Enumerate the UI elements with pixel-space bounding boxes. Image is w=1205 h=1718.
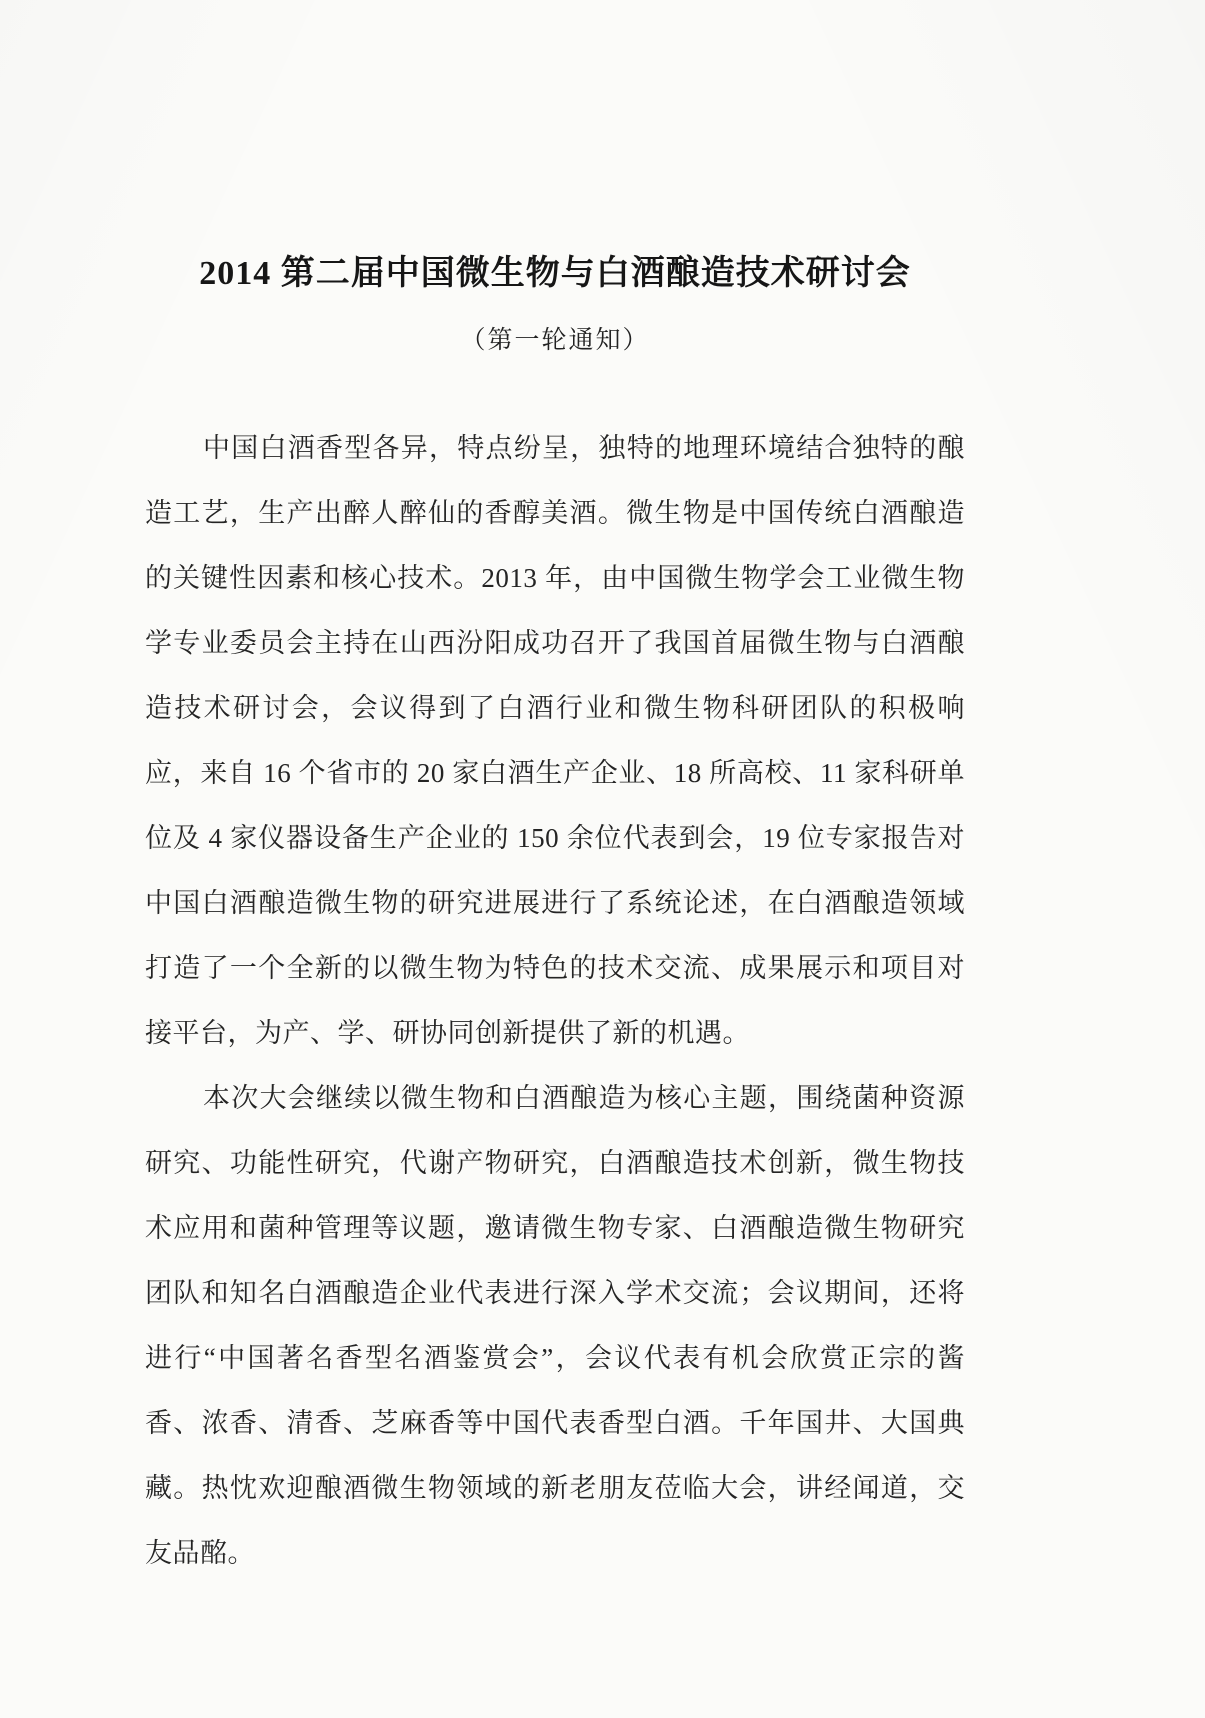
- doc-title: 2014 第二届中国微生物与白酒酿造技术研讨会: [199, 255, 911, 292]
- doc-subtitle: （第一轮通知）: [460, 327, 650, 354]
- paragraph-intro: 中国白酒香型各异，特点纷呈，独特的地理环境结合独特的酿造工艺，生产出醉人醉仙的香醇美酒。微生物是中国传统白酒酿造的关键性因素和核心技术。2013 年，由中国微生物学会工业微生物学专业委员会主持在山西汾阳成功召开了我国首届微生物与白酒酿造技术研讨会，会议得到了白酒行业和微生物科研团队的积极响应，来自 16 个省市的 20 家白酒生产企业、18 所高校、11 家科研单位及 4 家仪器设备生产企业的 150 余位代表到会，19 位专家报告对中国白酒酿造微生物的研究进展进行了系统论述，在白酒酿造领域打造了一个全新的以微生物为特色的技术交流、成果展示和项目对接平台，为产、学、研协同创新提供了新的机遇。: [145, 433, 965, 1048]
- paragraph-invitation: 本次大会继续以微生物和白酒酿造为核心主题，围绕菌种资源研究、功能性研究，代谢产物研究，白酒酿造技术创新，微生物技术应用和菌种管理等议题，邀请微生物专家、白酒酿造微生物研究团队和知名白酒酿造企业代表进行深入学术交流；会议期间，还将进行“中国著名香型名酒鉴赏会”，会议代表有机会欣赏正宗的酱香、浓香、清香、芝麻香等中国代表香型白酒。千年国井、大国典藏。热忱欢迎酿酒微生物领域的新老朋友莅临大会，讲经闻道，交友品酩。: [145, 1083, 965, 1568]
